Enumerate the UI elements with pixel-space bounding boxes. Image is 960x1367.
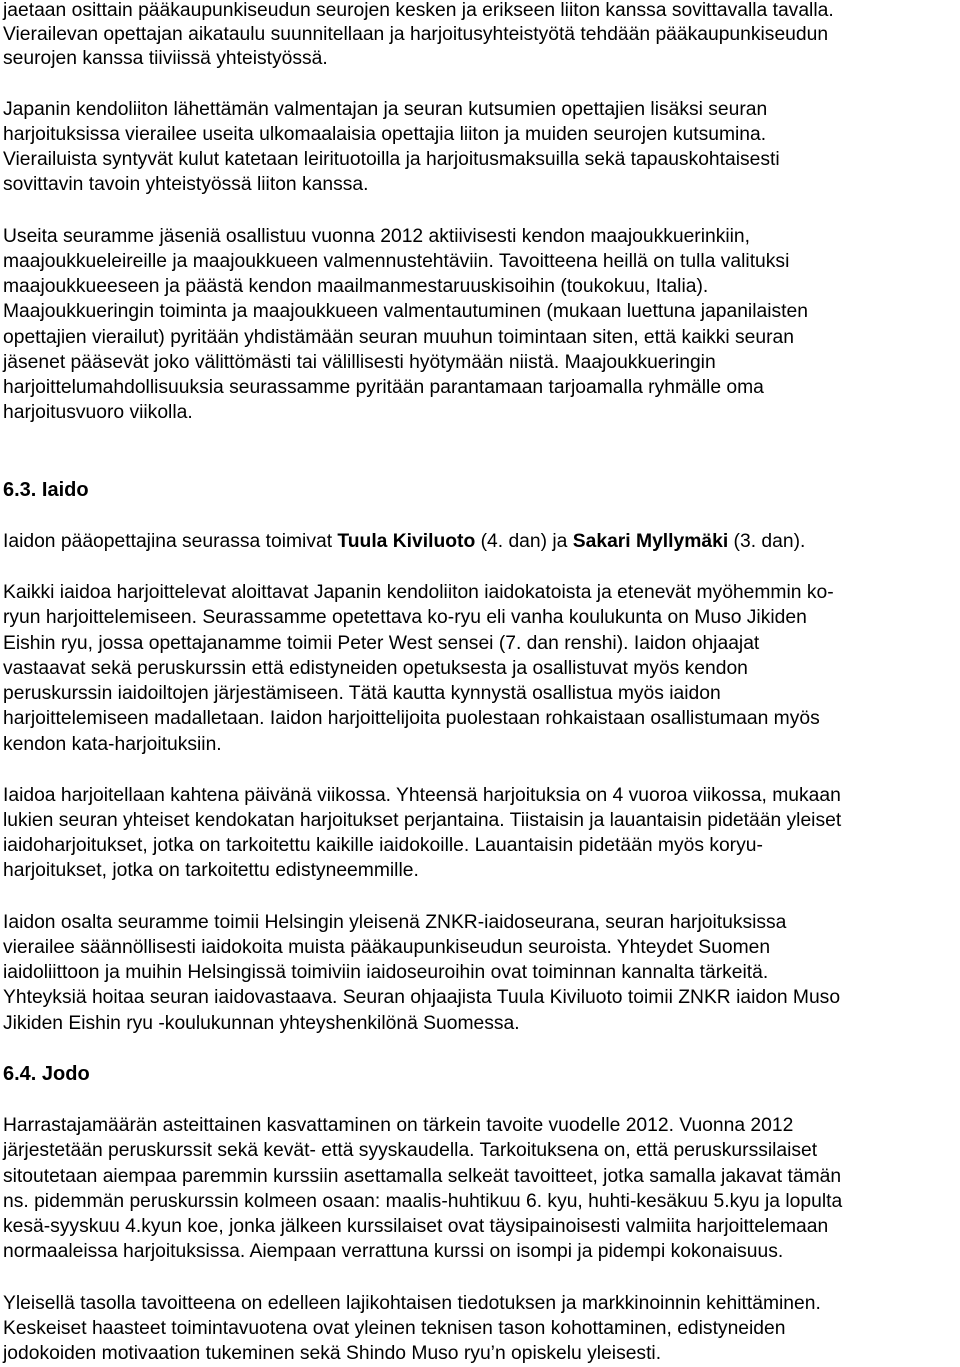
text-line: sovittavin tavoin yhteistyössä liiton kanssa. bbox=[3, 174, 369, 195]
text-line: vierailee säännöllisesti iaidokoita muista pääkaupunkiseudun seuroista. Yhteydet Suomen bbox=[3, 937, 771, 958]
text-line: harjoitusvuoro viikolla. bbox=[3, 402, 193, 423]
text-line: Iaidon osalta seuramme toimii Helsingin yleisenä ZNKR-iaidoseurana, seuran harjoituksissa bbox=[3, 912, 787, 933]
text-line: Keskeiset haasteet toimintavuotena ovat yleinen teknisen tason kohottaminen, edistyneiden bbox=[3, 1318, 786, 1339]
text-line: iaidoharjoitukset, jotka on tarkoitettu kaikille iaidokoille. Lauantaisin pidetään myös koryu- bbox=[3, 835, 763, 856]
teachers-mid: (4. dan) ja bbox=[475, 531, 573, 552]
text-line: Useita seuramme jäseniä osallistuu vuonna 2012 aktiivisesti kendon maajoukkuerinkiin, bbox=[3, 226, 751, 247]
text-line: iaidoliittoon ja muihin Helsingissä toimiviin iaidoseuroihin ovat toiminnan kannalta tärkeitä. bbox=[3, 962, 769, 983]
text-line: Yhteyksiä hoitaa seuran iaidovastaava. Seuran ohjaajista Tuula Kiviluoto toimii ZNKR iaidon Muso bbox=[3, 987, 841, 1008]
text-line: kesä-syyskuu 4.kyun koe, jonka jälkeen kurssilaiset ovat täysipainoisesti valmiita harjoittelemaan bbox=[3, 1216, 829, 1237]
text-line: Vierailuista syntyvät kulut katetaan leirituotoilla ja harjoitusmaksuilla sekä tapauskohtaisesti bbox=[3, 149, 780, 170]
text-line: opettajien vierailut) pyritään yhdistämään seuran muuhun toimintaan siten, että kaikki seuran bbox=[3, 327, 794, 348]
text-line: peruskurssin iaidoiltojen järjestämiseen. Tätä kautta kynnystä osallistua myös iaidon bbox=[3, 683, 721, 704]
section-heading-jodo: 6.4. Jodo bbox=[3, 1063, 90, 1085]
text-line: sitoutetaan aiempaa paremmin kurssiin asettamalla selkeät tavoitteet, jotka samalla jakavat tämän bbox=[3, 1166, 842, 1187]
text-line: vastaavat sekä peruskurssin että edistyneiden opetuksesta ja osallistuvat myös kendon bbox=[3, 658, 748, 679]
text-line: Yleisellä tasolla tavoitteena on edelleen lajikohtaisen tiedotuksen ja markkinoinnin kehittäminen. bbox=[3, 1293, 821, 1314]
text-line: Harrastajamäärän asteittainen kasvattaminen on tärkein tavoite vuodelle 2012. Vuonna 2012 bbox=[3, 1115, 794, 1136]
text-line: harjoittelumahdollisuuksia seurassamme pyritään parantamaan tarjoamalla ryhmälle oma bbox=[3, 377, 764, 398]
text-line: harjoituksissa vierailee useita ulkomaalaisia opettajia liiton ja muiden seurojen kutsumina. bbox=[3, 124, 767, 145]
text-line: maajoukkueleireille ja maajoukkueen valmennustehtäviin. Tavoitteena heillä on tulla valituksi bbox=[3, 251, 790, 272]
text-line: Japanin kendoliiton lähettämän valmentajan ja seuran kutsumien opettajien lisäksi seuran bbox=[3, 99, 768, 120]
teacher-name-1: Tuula Kiviluoto bbox=[337, 531, 476, 552]
text-line: Eishin ryu, jossa opettajanamme toimii Peter West sensei (7. dan renshi). Iaidon ohjaajat bbox=[3, 633, 760, 654]
text-line: lukien seuran yhteiset kendokatan harjoitukset perjantaina. Tiistaisin ja lauantaisin pidetään yleiset bbox=[3, 810, 842, 831]
teachers-prefix: Iaidon pääopettajina seurassa toimivat bbox=[3, 531, 338, 552]
text-line: Iaidoa harjoitellaan kahtena päivänä viikossa. Yhteensä harjoituksia on 4 vuoroa viikossa, mukaan bbox=[3, 785, 841, 806]
text-line: ns. pidemmän peruskurssin kolmeen osaan: maalis-huhtikuu 6. kyu, huhti-kesäkuu 5.kyu ja lopulta bbox=[3, 1191, 843, 1212]
text-line: Vierailevan opettajan aikataulu suunnitellaan ja harjoitusyhteistyötä tehdään pääkaupunkiseudun bbox=[3, 24, 829, 45]
text-line: järjestetään peruskurssit sekä kevät- että syyskaudella. Tarkoituksena on, että peruskurssilaiset bbox=[3, 1140, 818, 1161]
text-line: jäsenet pääsevät joko välittömästi tai välillisesti hyötymään niistä. Maajoukkueringin bbox=[3, 352, 716, 373]
text-line: harjoittelemiseen madalletaan. Iaidon harjoittelijoita puolestaan rohkaistaan osallistumaan myös bbox=[3, 708, 820, 729]
text-line: jaetaan osittain pääkaupunkiseudun seurojen kesken ja erikseen liiton kanssa sovittavalla tavalla. bbox=[3, 0, 834, 21]
text-line: maajoukkueeseen ja päästä kendon maailmanmestaruuskisoihin (toukokuu, Italia). bbox=[3, 276, 709, 297]
text-line: Maajoukkueringin toiminta ja maajoukkueen valmentautuminen (mukaan luettuna japanilaisten bbox=[3, 301, 808, 322]
section-heading-iaido: 6.3. Iaido bbox=[3, 479, 89, 501]
text-line: Kaikki iaidoa harjoittelevat aloittavat Japanin kendoliiton iaidokatoista ja etenevät myöhemmin ko- bbox=[3, 582, 834, 603]
iaido-teachers-line bbox=[3, 529, 805, 554]
text-line: seurojen kanssa tiiviissä yhteistyössä. bbox=[3, 48, 328, 69]
text-line: Jikiden Eishin ryu -koulukunnan yhteyshenkilönä Suomessa. bbox=[3, 1013, 520, 1034]
teacher-name-2: Sakari Myllymäki bbox=[572, 531, 729, 552]
text-line: kendon kata-harjoituksiin. bbox=[3, 734, 222, 755]
text-line: normaaleissa harjoituksissa. Aiempaan verrattuna kurssi on isompi ja pidempi kokonaisuus. bbox=[3, 1241, 784, 1262]
text-line: jodokoiden motivaation tukeminen sekä Shindo Muso ryu’n opiskelu yleisesti. bbox=[3, 1343, 662, 1364]
text-line: harjoitukset, jotka on tarkoitettu edistyneemmille. bbox=[3, 860, 419, 881]
teachers-suffix: (3. dan). bbox=[728, 531, 806, 552]
text-line: ryun harjoittelemiseen. Seurassamme opetettava ko-ryu eli vanha koulukunta on Muso Jikiden bbox=[3, 607, 807, 628]
